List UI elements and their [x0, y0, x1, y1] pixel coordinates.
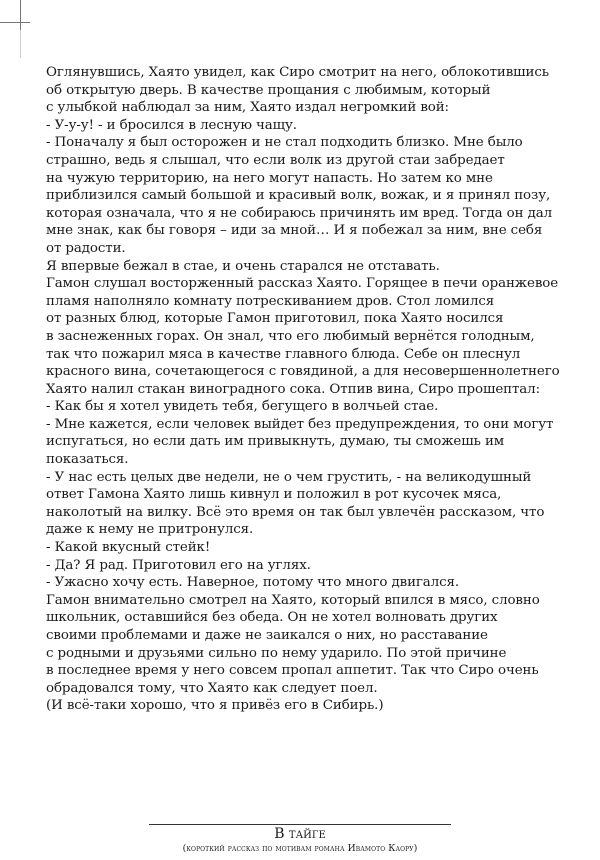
text-line: красного вина, сочетающегося с говядиной, а для несовершеннолетнего	[46, 364, 560, 380]
text-line: от радости.	[46, 240, 126, 256]
text-line: Гамон слушал восторженный рассказ Хаято. Горящее в печи оранжевое	[46, 276, 559, 292]
text-line: школьник, оставшийся без обеда. Он не хотел волновать других	[46, 610, 498, 626]
frame-line	[20, 30, 21, 58]
text-line: - Ужасно хочу есть. Наверное, потому что много двигался.	[46, 575, 460, 591]
text-line: - Да? Я рад. Приготовил его на углях.	[46, 557, 311, 573]
crop-mark-horizontal	[0, 22, 30, 23]
text-line: с родными и друзьями сильно по нему ударило. По этой причине	[46, 645, 507, 661]
text-line: в последнее время у него совсем пропал аппетит. Так что Сиро очень	[46, 663, 539, 679]
text-line: - Какой вкусный стейк!	[46, 540, 211, 556]
text-line: показаться.	[46, 452, 129, 468]
text-line: так что пожарил мяса в качестве главного блюда. Себе он плеснул	[46, 346, 521, 362]
text-line: от разных блюд, которые Гамон приготовил, пока Хаято носился	[46, 311, 504, 327]
text-line: - Поначалу я был осторожен и не стал подходить близко. Мне было	[46, 135, 523, 151]
footer-divider	[149, 824, 451, 825]
story-text	[46, 64, 576, 715]
text-line: - У-у-у! - и бросился в лесную чащу.	[46, 117, 297, 133]
text-line: наколотый на вилку. Всё это время он так был увлечён рассказом, что	[46, 504, 545, 520]
footer-title: В тайге	[274, 826, 326, 842]
text-line: приблизился самый большой и красивый волк, вожак, и я принял позу,	[46, 188, 551, 204]
text-line: (И всё-таки хорошо, что я привёз его в Сибирь.)	[46, 698, 384, 714]
text-line: Оглянувшись, Хаято увидел, как Сиро смотрит на него, облокотившись	[46, 65, 549, 80]
text-line: страшно, ведь я слышал, что если волк из другой стаи забредает	[46, 152, 505, 168]
text-line: своими проблемами и даже не заикался о них, но расставание	[46, 628, 488, 643]
text-line: пламя наполняло комнату потрескиванием дров. Стол ломился	[46, 293, 495, 309]
text-line: - Мне кажется, если человек выйдет без предупреждения, то они могут	[46, 416, 554, 432]
text-line: которая означала, что я не собираюсь причинять им вред. Тогда он дал	[46, 205, 553, 221]
text-line: ответ Гамона Хаято лишь кивнул и положил в рот кусочек мяса,	[46, 487, 502, 503]
text-line: Гамон внимательно смотрел на Хаято, который впился в мясо, словно	[46, 592, 540, 608]
footer-subtitle: (короткий рассказ по мотивам романа Ивамото Каору)	[182, 843, 418, 854]
text-line: с улыбкой наблюдал за ним, Хаято издал негромкий вой:	[46, 100, 449, 116]
text-line: об открытую дверь. В качестве прощания с любимым, который	[46, 82, 491, 98]
text-line: - У нас есть целых две недели, не о чем грустить, - на великодушный	[46, 469, 532, 485]
text-line: обрадовался тому, что Хаято как следует поел.	[46, 680, 378, 696]
text-line: на чужую территорию, на него могут напасть. Но затем ко мне	[46, 170, 493, 186]
text-line: в заснеженных горах. Он знал, что его любимый вернётся голодным,	[46, 328, 535, 344]
text-line: Хаято налил стакан виноградного сока. Отпив вина, Сиро прошептал:	[46, 381, 540, 397]
text-line: даже к нему не притронулся.	[46, 522, 254, 538]
text-line: Я впервые бежал в стае, и очень старался не отставать.	[46, 258, 440, 274]
text-line: мне знак, как бы говоря – иди за мной… И я побежал за ним, вне себя	[46, 223, 543, 239]
text-line: - Как бы я хотел увидеть тебя, бегущего в волчьей стае.	[46, 399, 439, 415]
crop-mark-vertical	[20, 0, 21, 30]
text-line: испугаться, но если дать им привыкнуть, думаю, ты сможешь им	[46, 434, 505, 450]
